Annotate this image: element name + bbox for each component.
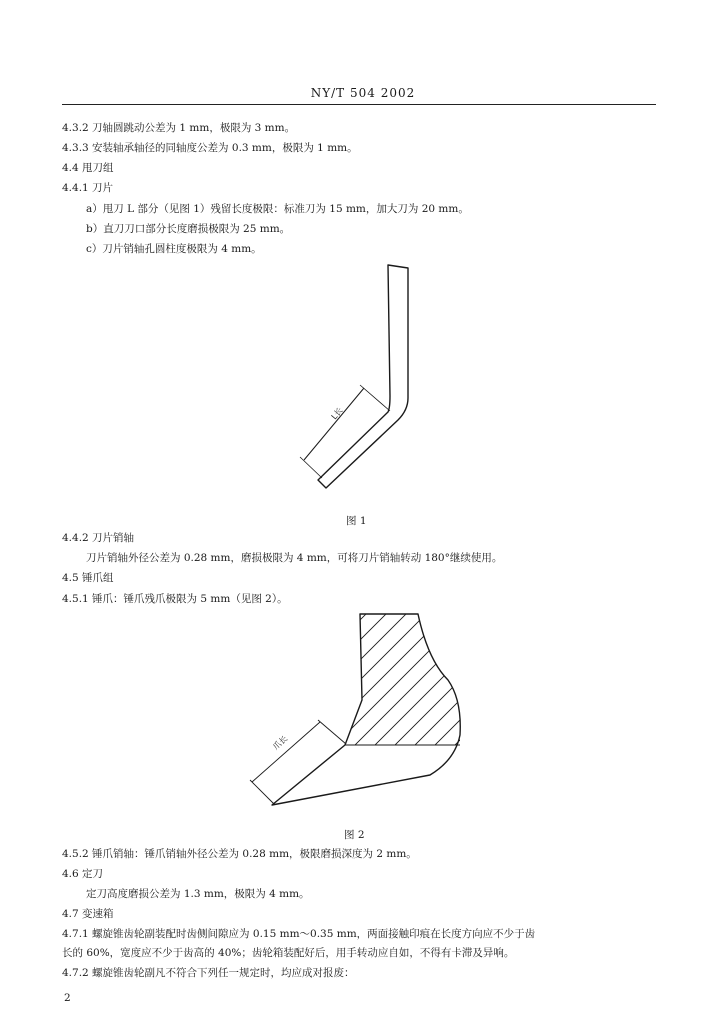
heading-4-6: 4.6 定刀 — [62, 868, 104, 880]
clause-4-5-2: 4.5.2 锤爪销轴：锤爪销轴外径公差为 0.28 mm，极限磨损深度为 2 mm。 — [62, 848, 417, 860]
figure-1-blade-diagram — [290, 258, 420, 498]
clause-4-4-2-text: 刀片销轴外径公差为 0.28 mm，磨损极限为 4 mm，可将刀片销轴转动 180°继续使用。 — [86, 552, 503, 564]
clause-4-7-1-line2: 长的 60%，宽度应不少于齿高的 40%；齿轮箱装配好后，用手转动应自如，不得有卡滞及异响。 — [62, 947, 515, 959]
figure-2-dim-label: 爪长 — [271, 734, 290, 752]
page-number: 2 — [64, 992, 71, 1004]
heading-4-5: 4.5 锤爪组 — [62, 572, 114, 584]
clause-4-7-2: 4.7.2 螺旋锥齿轮副凡不符合下列任一规定时，均应成对报废： — [62, 967, 355, 979]
item-a: a）甩刀 L 部分（见图 1）残留长度极限：标准刀为 15 mm，加大刀为 20 mm。 — [86, 203, 469, 215]
figure-1-dim-label: L长 — [329, 405, 345, 422]
extension-line-top — [360, 385, 390, 411]
heading-4-7: 4.7 变速箱 — [62, 908, 114, 920]
figure-2-caption: 图 2 — [344, 829, 365, 841]
extension-line-bottom — [300, 457, 322, 478]
standard-code-header: NY/T 504 2002 — [310, 86, 416, 100]
clause-4-5-1: 4.5.1 锤爪：锤爪残爪极限为 5 mm（见图 2）。 — [62, 593, 288, 605]
claw-outline — [272, 614, 460, 805]
figure-1-caption: 图 1 — [346, 515, 367, 527]
item-b: b）直刀刀口部分长度磨损极限为 25 mm。 — [86, 223, 291, 235]
header-rule — [62, 104, 656, 105]
dimension-lines-fig2 — [250, 720, 346, 804]
clause-4-3-2: 4.3.2 刀轴圆跳动公差为 1 mm，极限为 3 mm。 — [62, 122, 296, 134]
clause-4-7-1-line1: 4.7.1 螺旋锥齿轮副装配时齿侧间隙应为 0.15 mm～0.35 mm，两面接触印痕在长度方向应不少于齿 — [62, 928, 536, 940]
clause-4-6-text: 定刀高度磨损公差为 1.3 mm，极限为 4 mm。 — [86, 888, 310, 900]
figure-2-hammer-claw-diagram — [248, 606, 468, 812]
blade-outline — [318, 265, 408, 488]
heading-4-4: 4.4 甩刀组 — [62, 162, 114, 174]
heading-4-4-2: 4.4.2 刀片销轴 — [62, 532, 135, 544]
heading-4-4-1: 4.4.1 刀片 — [62, 182, 114, 194]
dimension-line-1 — [304, 388, 364, 460]
item-c: c）刀片销轴孔圆柱度极限为 4 mm。 — [86, 243, 262, 255]
clause-4-3-3: 4.3.3 安装轴承轴径的同轴度公差为 0.3 mm，极限为 1 mm。 — [62, 142, 358, 154]
